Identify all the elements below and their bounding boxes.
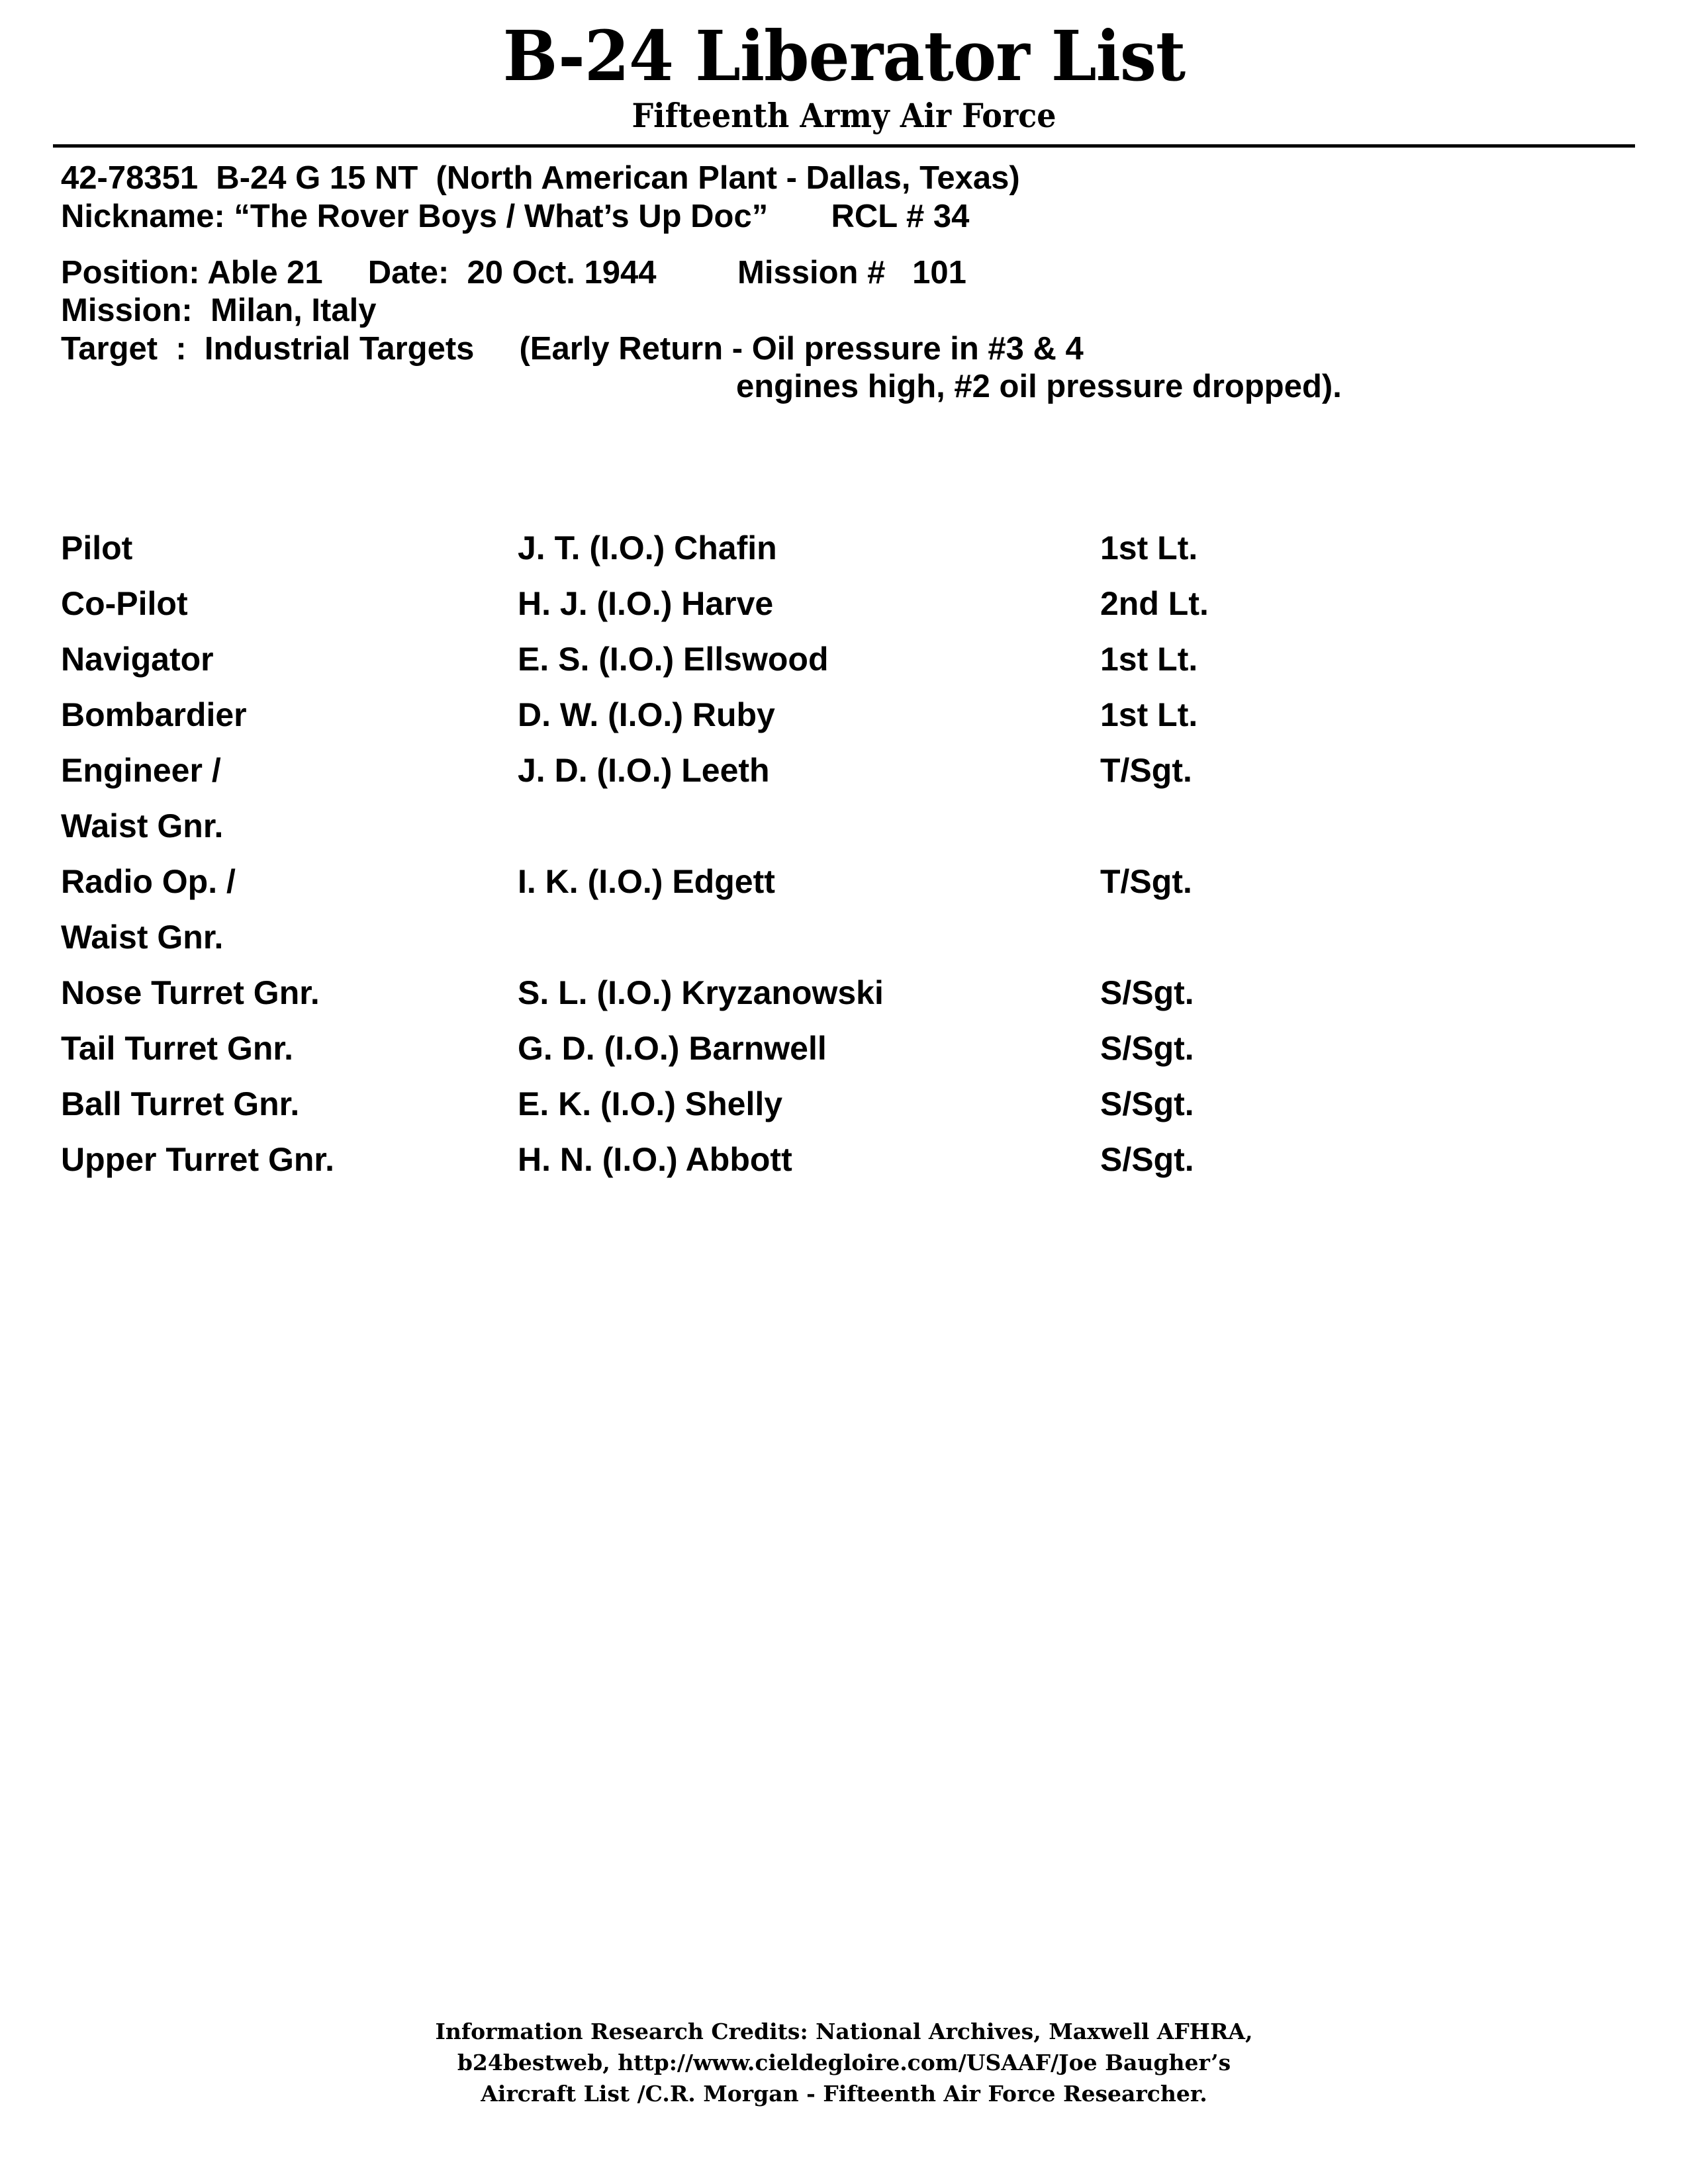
table-row [61,976,1688,1032]
crew-name: E. K. (I.O.) Shelly [518,1085,783,1123]
crew-role: Ball Turret Gnr. [61,1085,300,1123]
crew-rank: S/Sgt. [1100,1085,1194,1123]
crew-role: Co-Pilot [61,585,188,623]
page-subtitle: Fifteenth Army Air Force [632,96,1056,136]
crew-role: Radio Op. / [61,863,236,901]
crew-name: D. W. (I.O.) Ruby [518,696,775,734]
aircraft-info-block [0,159,1688,406]
crew-name: G. D. (I.O.) Barnwell [518,1030,827,1068]
mission-target: Target : Industrial Targets (Early Return - Oil pressure in #3 & 4 [61,330,1084,367]
crew-rank: T/Sgt. [1100,752,1192,790]
crew-name: H. J. (I.O.) Harve [518,585,774,623]
header-divider [53,144,1635,148]
table-row [61,1087,1688,1143]
crew-role: Tail Turret Gnr. [61,1030,293,1068]
crew-role-continued: Waist Gnr. [61,919,224,956]
crew-name: S. L. (I.O.) Kryzanowski [518,974,884,1012]
table-row [61,865,1688,921]
crew-rank: S/Sgt. [1100,974,1194,1012]
crew-rank: 1st Lt. [1100,641,1198,678]
mission-target-continued: engines high, #2 oil pressure dropped). [736,368,1342,404]
crew-table [0,531,1688,1199]
crew-role: Engineer / [61,752,221,790]
table-row [61,587,1688,643]
crew-name: J. T. (I.O.) Chafin [518,529,777,567]
crew-rank: T/Sgt. [1100,863,1192,901]
credits-line-3: Aircraft List /C.R. Morgan - Fifteenth Air Force Researcher. [481,2081,1207,2107]
credits-line-1: Information Research Credits: National Archives, Maxwell AFHRA, [435,2019,1253,2045]
crew-name: H. N. (I.O.) Abbott [518,1141,792,1179]
crew-name: E. S. (I.O.) Ellswood [518,641,829,678]
credits-line-2: b24bestweb, http://www.cieldegloire.com/USAAF/Joe Baugher’s [457,2050,1231,2076]
table-row-continuation [61,921,1688,976]
crew-rank: 1st Lt. [1100,696,1198,734]
crew-rank: 1st Lt. [1100,529,1198,567]
table-row [61,1143,1688,1199]
table-row [61,1032,1688,1087]
crew-name: I. K. (I.O.) Edgett [518,863,775,901]
table-row [61,643,1688,698]
table-row-continuation [61,809,1688,865]
table-row [61,531,1688,587]
masthead [0,0,1688,134]
page-title: B-24 Liberator List [502,15,1186,97]
crew-rank: 2nd Lt. [1100,585,1209,623]
crew-rank: S/Sgt. [1100,1030,1194,1068]
crew-role-continued: Waist Gnr. [61,807,224,845]
crew-name: J. D. (I.O.) Leeth [518,752,770,790]
mission-destination: Mission: Milan, Italy [61,293,377,329]
aircraft-serial-model: 42-78351 B-24 G 15 NT (North American Plant - Dallas, Texas) [61,160,1020,197]
aircraft-nickname: Nickname: “The Rover Boys / What’s Up Doc” RCL # 34 [61,198,970,234]
crew-role: Upper Turret Gnr. [61,1141,335,1179]
crew-role: Bombardier [61,696,247,734]
crew-role: Nose Turret Gnr. [61,974,320,1012]
research-credits [0,2017,1688,2110]
table-row [61,698,1688,754]
table-row [61,754,1688,809]
crew-rank: S/Sgt. [1100,1141,1194,1179]
crew-role: Pilot [61,529,133,567]
mission-position: Position: Able 21 Date: 20 Oct. 1944 Mission # 101 [61,254,966,291]
crew-role: Navigator [61,641,214,678]
